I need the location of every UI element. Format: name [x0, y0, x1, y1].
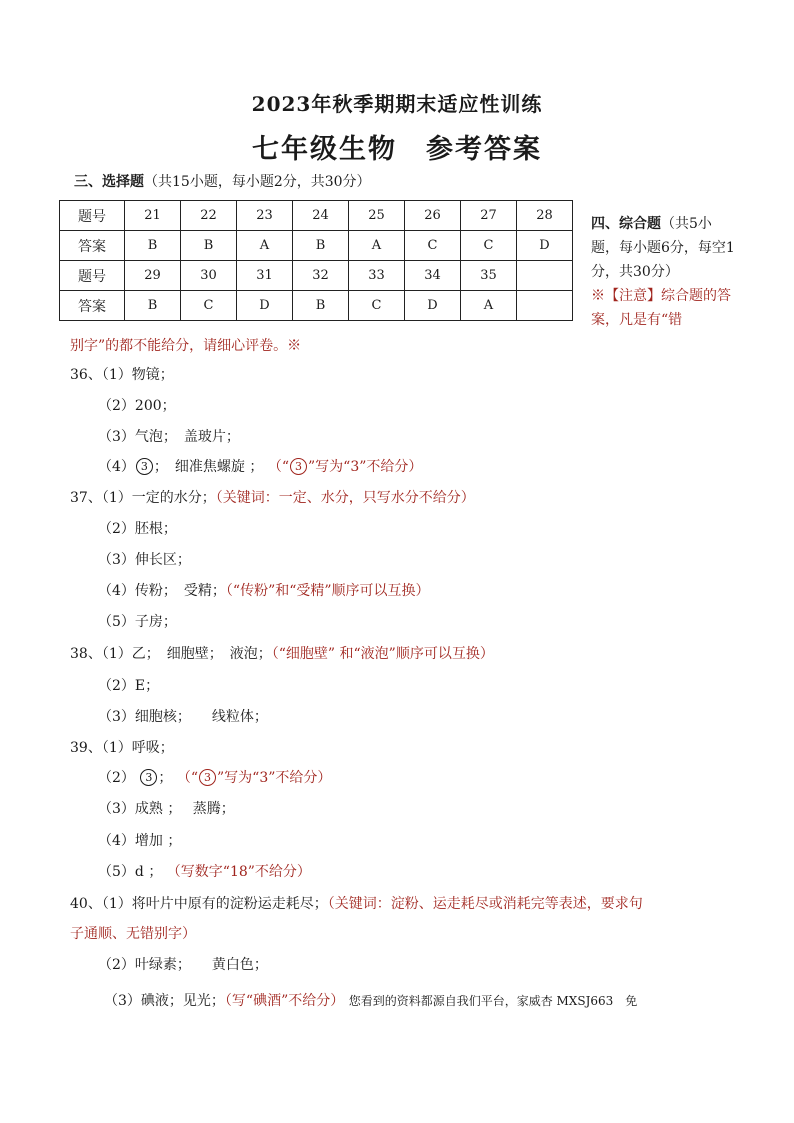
answer-36-2: （2）200； [98, 398, 176, 414]
footer-source-text: 您看到的资料都源自我们平台，家威杏 MXSJ663 免 [348, 994, 638, 1008]
note-open: （“ [176, 770, 198, 786]
table-cell: A [461, 291, 517, 321]
table-cell: 29 [125, 261, 181, 291]
answer-37-3: （3）伸长区； [98, 552, 191, 568]
table-cell: 35 [461, 261, 517, 291]
section4-warning: ※【注意】综合题的答案，凡是有“错 [591, 288, 731, 328]
section3-heading [74, 171, 371, 191]
answer-36-3: （3）气泡； 盖玻片； [98, 429, 240, 445]
table-row-label: 答案 [60, 231, 125, 261]
table-cell: B [181, 231, 237, 261]
circled-three: 3 [136, 458, 153, 475]
answer-39-3: （3）成熟 ； 蒸腾； [98, 801, 235, 817]
table-cell: 30 [181, 261, 237, 291]
answer-37-4-note: （“传粉”和“受精”顺序可以互换） [225, 583, 430, 599]
table-row-label: 题号 [60, 201, 125, 231]
table-cell: B [293, 231, 349, 261]
table-cell: B [125, 291, 181, 321]
table-cell: D [405, 291, 461, 321]
answer-39-2-note [177, 770, 332, 786]
table-cell: 21 [125, 201, 181, 231]
answer-38-1-text: 38、（1）乙； 细胞壁； 液泡； [70, 646, 272, 662]
section3-title: 三、选择题 [74, 174, 144, 190]
table-row-label: 题号 [60, 261, 125, 291]
answer-36-4-text: ； 细准焦螺旋 ； [153, 459, 264, 475]
table-cell: A [349, 231, 405, 261]
table-row [60, 261, 573, 291]
table-cell: 34 [405, 261, 461, 291]
answer-40-1-note-cont: 子通顺、无错别字） [70, 926, 196, 942]
circled-three: 3 [290, 458, 307, 475]
answer-37-1-text: 37、（1）一定的水分； [70, 490, 216, 506]
answer-36-1: 36、（1）物镜； [70, 367, 174, 383]
answer-39-2-num: （2） [98, 770, 135, 786]
table-row-label: 答案 [60, 291, 125, 321]
section4-note: （共5小题，每小题6分，每空1分，共30分） [591, 216, 735, 280]
answer-36-4 [98, 456, 422, 476]
answer-37-1 [70, 487, 475, 507]
table-cell: 31 [237, 261, 293, 291]
answer-38-1 [70, 643, 494, 663]
section4-warning-cont: 别字”的都不能给分，请细心评卷。※ [70, 338, 302, 354]
table-cell: 26 [405, 201, 461, 231]
table-cell: B [293, 291, 349, 321]
page-title-line1: 2023年秋季期期末适应性训练 [251, 92, 543, 116]
answer-38-1-note: （“细胞壁” 和“液泡”顺序可以互换） [271, 646, 494, 662]
table-cell: C [461, 231, 517, 261]
table-cell [517, 291, 573, 321]
table-cell: 28 [517, 201, 573, 231]
answer-37-5: （5）子房； [98, 614, 177, 630]
answer-39-1: 39、（1）呼吸； [70, 740, 174, 756]
section4-block [591, 212, 739, 332]
section3-note: （共15小题，每小题2分，共30分） [144, 174, 371, 190]
answer-40-3 [104, 990, 637, 1010]
answer-37-4-text: （4）传粉； 受精； [98, 583, 226, 599]
answer-40-3-text: （3）碘液；见光； [104, 993, 225, 1009]
circled-three: 3 [199, 769, 216, 786]
answer-table [59, 200, 573, 321]
answer-37-4 [98, 580, 430, 600]
table-row [60, 231, 573, 261]
answer-40-3-note: （写“碘酒”不给分） [224, 993, 345, 1009]
note-close: ”写为“3”不给分） [217, 770, 332, 786]
answer-39-4: （4）增加 ； [98, 833, 182, 849]
table-row [60, 201, 573, 231]
answer-36-4-note [268, 459, 423, 475]
circled-three: 3 [140, 769, 157, 786]
answer-38-3: （3）细胞核； 线粒体； [98, 709, 268, 725]
answer-40-1-note: （关键词：淀粉、运走耗尽或消耗完等表述，要求句 [327, 896, 643, 912]
table-cell: C [181, 291, 237, 321]
answer-39-5-text: （5）d ； [98, 864, 163, 880]
table-cell: D [237, 291, 293, 321]
answer-39-5 [98, 861, 311, 881]
table-row [60, 291, 573, 321]
table-cell: 23 [237, 201, 293, 231]
answer-39-2 [98, 767, 331, 787]
table-cell: 24 [293, 201, 349, 231]
answer-40-2: （2）叶绿素； 黄白色； [98, 957, 268, 973]
table-cell: C [349, 291, 405, 321]
table-cell: C [405, 231, 461, 261]
table-cell: D [517, 231, 573, 261]
table-cell: B [125, 231, 181, 261]
table-cell: 22 [181, 201, 237, 231]
table-cell: 33 [349, 261, 405, 291]
answer-36-4-num: （4） [98, 459, 135, 475]
answer-37-1-note: （关键词：一定、水分，只写水分不给分） [215, 490, 475, 506]
table-cell [517, 261, 573, 291]
section4-title: 四、综合题 [591, 216, 661, 232]
table-cell: A [237, 231, 293, 261]
table-cell: 25 [349, 201, 405, 231]
table-cell: 32 [293, 261, 349, 291]
note-open: （“ [267, 459, 289, 475]
note-close: ”写为“3”不给分） [308, 459, 423, 475]
answer-39-5-note: （写数字“18”不给分） [166, 864, 311, 880]
page-title-line2: 七年级生物 参考答案 [252, 134, 542, 165]
answer-39-2-sep: ； [158, 770, 173, 786]
answer-40-1 [70, 893, 643, 913]
answer-37-2: （2）胚根； [98, 521, 177, 537]
answer-40-1-text: 40、（1）将叶片中原有的淀粉运走耗尽； [70, 896, 328, 912]
answer-38-2: （2）E； [98, 678, 160, 694]
table-cell: 27 [461, 201, 517, 231]
